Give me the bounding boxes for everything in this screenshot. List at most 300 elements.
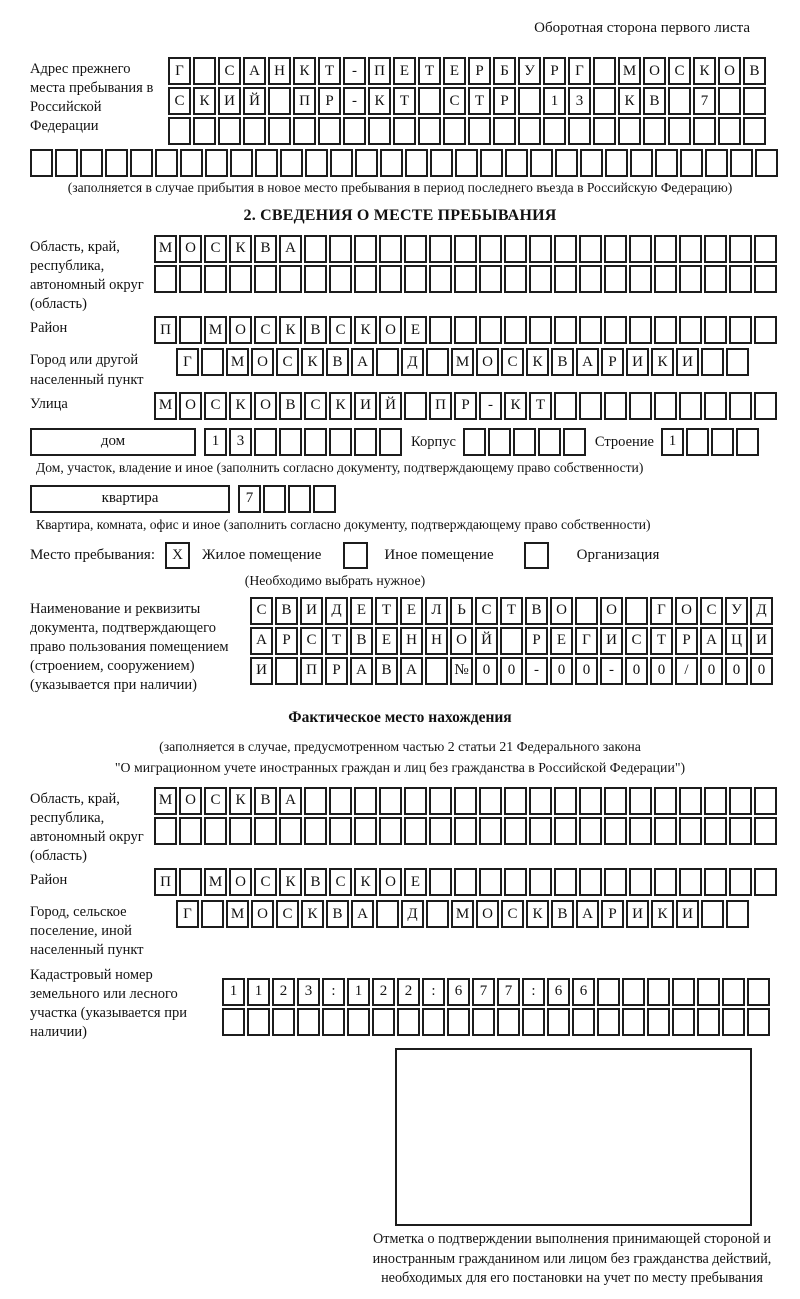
char-cell-row <box>204 428 404 456</box>
char-cell <box>404 392 427 420</box>
choose-option-caption: (Необходимо выбрать нужное) <box>244 572 426 588</box>
char-cell: О <box>600 597 623 625</box>
char-cell <box>254 428 277 456</box>
char-cell <box>655 149 678 177</box>
char-cell <box>704 787 727 815</box>
char-cell <box>722 978 745 1006</box>
char-cell-row <box>154 787 779 815</box>
char-cell <box>422 1008 445 1036</box>
char-cell: О <box>643 57 666 85</box>
char-cell <box>554 817 577 845</box>
char-cell <box>454 235 477 263</box>
char-cell <box>322 1008 345 1036</box>
char-cell <box>679 392 702 420</box>
char-cell: Л <box>425 597 448 625</box>
char-cell <box>243 117 266 145</box>
char-cell <box>704 265 727 293</box>
char-cell <box>704 817 727 845</box>
char-cell <box>313 485 336 513</box>
char-cell <box>500 627 523 655</box>
char-cell: Г <box>168 57 191 85</box>
char-cell <box>155 149 178 177</box>
char-cell <box>479 235 502 263</box>
char-cell <box>55 149 78 177</box>
char-cell: К <box>368 87 391 115</box>
char-cell <box>329 265 352 293</box>
char-cell: Й <box>379 392 402 420</box>
char-cell <box>647 1008 670 1036</box>
char-cell: 7 <box>497 978 520 1006</box>
char-cell <box>538 428 561 456</box>
char-cell <box>380 149 403 177</box>
char-cell: С <box>329 868 352 896</box>
char-cell: - <box>479 392 502 420</box>
char-cell-row <box>222 1008 772 1036</box>
char-cell: 7 <box>693 87 716 115</box>
char-cell: С <box>218 57 241 85</box>
char-cell: С <box>254 868 277 896</box>
char-cell <box>647 978 670 1006</box>
char-cell <box>629 868 652 896</box>
char-cell <box>30 149 53 177</box>
char-cell <box>204 817 227 845</box>
char-cell <box>468 117 491 145</box>
char-cell <box>555 149 578 177</box>
char-cell: К <box>693 57 716 85</box>
char-cell: С <box>250 597 273 625</box>
district-row <box>30 316 770 346</box>
char-cell <box>568 117 591 145</box>
ownership-document-block <box>30 597 770 696</box>
char-cell <box>529 787 552 815</box>
char-cell-row <box>168 117 768 145</box>
char-cell <box>479 787 502 815</box>
stay-type-row <box>30 542 770 569</box>
char-cell-row <box>250 597 775 625</box>
char-cell: Ц <box>725 627 748 655</box>
char-cell: П <box>300 657 323 685</box>
char-cell <box>179 868 202 896</box>
char-cell: К <box>651 348 674 376</box>
char-cell <box>405 149 428 177</box>
char-cell: 6 <box>447 978 470 1006</box>
char-cell <box>379 265 402 293</box>
char-cell <box>354 265 377 293</box>
char-cell: 0 <box>500 657 523 685</box>
apartment-type-box: квартира <box>30 485 230 513</box>
char-cell: О <box>229 316 252 344</box>
char-cell <box>404 265 427 293</box>
char-cell <box>579 392 602 420</box>
char-cell <box>513 428 536 456</box>
char-cell <box>729 316 752 344</box>
char-cell <box>504 316 527 344</box>
char-cell <box>654 316 677 344</box>
char-cell: : <box>422 978 445 1006</box>
char-cell <box>154 817 177 845</box>
char-cell <box>193 117 216 145</box>
char-cell: Е <box>443 57 466 85</box>
char-cell: М <box>204 316 227 344</box>
char-cell: Р <box>454 392 477 420</box>
char-cell <box>518 87 541 115</box>
char-cell: С <box>329 316 352 344</box>
char-cell <box>654 392 677 420</box>
char-cell: Р <box>318 87 341 115</box>
char-cell <box>754 868 777 896</box>
char-cell: М <box>154 787 177 815</box>
char-cell <box>630 149 653 177</box>
char-cell: О <box>476 348 499 376</box>
char-cell <box>747 1008 770 1036</box>
char-cell: А <box>400 657 423 685</box>
char-cell <box>504 817 527 845</box>
char-cell <box>280 149 303 177</box>
char-cell: В <box>304 316 327 344</box>
char-cell: С <box>443 87 466 115</box>
char-cell <box>730 149 753 177</box>
char-cell <box>743 117 766 145</box>
char-cell: : <box>322 978 345 1006</box>
char-cell: М <box>154 235 177 263</box>
char-cell: О <box>379 316 402 344</box>
char-cell: С <box>168 87 191 115</box>
char-cell: - <box>343 57 366 85</box>
char-cell-row <box>238 485 338 513</box>
char-cell: С <box>501 348 524 376</box>
char-cell: 6 <box>547 978 570 1006</box>
char-cell-row <box>154 817 779 845</box>
char-cell <box>579 235 602 263</box>
apartment-row <box>30 485 770 515</box>
confirmation-mark-caption: Отметка о подтверждении выполнения принимающей стороной и иностранным гражданином или лицом без гражданства действий, необходимых для его постановки на учет по месту пребывания <box>372 1231 772 1287</box>
char-cell <box>504 868 527 896</box>
char-cell-row <box>176 900 751 928</box>
char-cell <box>754 235 777 263</box>
char-cell: Е <box>375 627 398 655</box>
char-cell <box>305 149 328 177</box>
confirmation-mark-box <box>395 1048 752 1226</box>
char-cell <box>629 316 652 344</box>
char-cell: К <box>651 900 674 928</box>
char-cell: Е <box>400 597 423 625</box>
char-cell <box>404 787 427 815</box>
char-cell: Е <box>550 627 573 655</box>
char-cell <box>554 235 577 263</box>
char-cell: И <box>300 597 323 625</box>
char-cell: Т <box>393 87 416 115</box>
char-cell <box>704 868 727 896</box>
cadastral-row <box>30 963 770 1043</box>
char-cell: С <box>304 392 327 420</box>
char-cell <box>329 235 352 263</box>
char-cell <box>254 265 277 293</box>
char-cell <box>268 87 291 115</box>
char-cell-row <box>463 428 588 456</box>
char-cell <box>722 1008 745 1036</box>
char-cell <box>729 787 752 815</box>
char-cell: Д <box>401 348 424 376</box>
char-cell: 7 <box>238 485 261 513</box>
fact-region-label: Область, край, республика, автономный округ (область) <box>30 790 144 865</box>
char-cell: А <box>350 657 373 685</box>
char-cell: С <box>475 597 498 625</box>
fact-region-row <box>30 787 770 867</box>
char-cell: О <box>179 235 202 263</box>
char-cell: Т <box>418 57 441 85</box>
char-cell-row <box>661 428 761 456</box>
char-cell: С <box>276 900 299 928</box>
char-cell <box>504 265 527 293</box>
char-cell <box>279 428 302 456</box>
residential-checkbox: X <box>165 542 190 569</box>
char-cell <box>480 149 503 177</box>
char-cell: А <box>351 348 374 376</box>
char-cell: О <box>251 900 274 928</box>
char-cell <box>247 1008 270 1036</box>
char-cell <box>447 1008 470 1036</box>
char-cell: К <box>526 348 549 376</box>
char-cell <box>629 817 652 845</box>
char-cell: К <box>301 348 324 376</box>
char-cell <box>179 265 202 293</box>
char-cell <box>604 392 627 420</box>
cadastral-cells <box>222 963 772 1038</box>
char-cell <box>672 978 695 1006</box>
char-cell <box>629 235 652 263</box>
char-cell <box>579 316 602 344</box>
char-cell <box>754 316 777 344</box>
char-cell <box>454 817 477 845</box>
char-cell <box>372 1008 395 1036</box>
char-cell <box>604 787 627 815</box>
char-cell: Н <box>400 627 423 655</box>
char-cell <box>263 485 286 513</box>
char-cell <box>304 235 327 263</box>
char-cell: К <box>229 787 252 815</box>
char-cell <box>729 868 752 896</box>
char-cell <box>488 428 511 456</box>
char-cell <box>729 235 752 263</box>
char-cell <box>368 117 391 145</box>
char-cell: К <box>279 316 302 344</box>
char-cell <box>404 235 427 263</box>
char-cell <box>454 316 477 344</box>
house-caption: Дом, участок, владение и иное (заполнить согласно документу, подтверждающему право собственности) <box>36 459 644 475</box>
char-cell: Й <box>243 87 266 115</box>
char-cell <box>547 1008 570 1036</box>
char-cell <box>643 117 666 145</box>
char-cell <box>693 117 716 145</box>
char-cell <box>426 900 449 928</box>
char-cell <box>376 900 399 928</box>
fact-city-row <box>30 900 770 960</box>
char-cell: 3 <box>229 428 252 456</box>
char-cell: М <box>204 868 227 896</box>
char-cell: Б <box>493 57 516 85</box>
char-cell <box>429 868 452 896</box>
char-cell: 2 <box>372 978 395 1006</box>
char-cell: П <box>293 87 316 115</box>
other-premises-label: Иное помещение <box>384 546 494 563</box>
prev-address-cells <box>168 57 768 147</box>
char-cell <box>701 348 724 376</box>
char-cell <box>479 265 502 293</box>
char-cell <box>393 117 416 145</box>
char-cell: О <box>450 627 473 655</box>
char-cell <box>397 1008 420 1036</box>
char-cell <box>629 787 652 815</box>
char-cell: И <box>676 348 699 376</box>
char-cell: К <box>293 57 316 85</box>
char-cell <box>80 149 103 177</box>
char-cell <box>354 235 377 263</box>
actual-location-title: Фактическое место нахождения <box>288 709 512 727</box>
char-cell <box>579 265 602 293</box>
char-cell <box>230 149 253 177</box>
char-cell <box>354 787 377 815</box>
char-cell <box>554 868 577 896</box>
char-cell <box>579 868 602 896</box>
char-cell: Р <box>601 348 624 376</box>
actual-location-caption-line2: "О миграционном учете иностранных граждан и лиц без гражданства в Российской Федерации") <box>114 760 686 776</box>
char-cell <box>697 1008 720 1036</box>
char-cell: 1 <box>543 87 566 115</box>
char-cell: О <box>254 392 277 420</box>
char-cell: И <box>626 348 649 376</box>
char-cell: В <box>743 57 766 85</box>
stroenie-label: Строение <box>594 433 654 450</box>
char-cell <box>304 787 327 815</box>
char-cell <box>726 348 749 376</box>
char-cell: П <box>154 316 177 344</box>
char-cell <box>529 235 552 263</box>
char-cell <box>293 117 316 145</box>
char-cell: 0 <box>475 657 498 685</box>
char-cell <box>729 817 752 845</box>
residential-label: Жилое помещение <box>202 546 322 563</box>
char-cell <box>743 87 766 115</box>
char-cell: А <box>351 900 374 928</box>
char-cell: - <box>343 87 366 115</box>
char-cell <box>179 817 202 845</box>
char-cell <box>418 87 441 115</box>
char-cell <box>429 817 452 845</box>
char-cell <box>754 787 777 815</box>
char-cell: Е <box>404 316 427 344</box>
char-cell <box>572 1008 595 1036</box>
char-cell <box>279 817 302 845</box>
char-cell <box>679 316 702 344</box>
char-cell: И <box>354 392 377 420</box>
char-cell <box>705 149 728 177</box>
char-cell-row <box>154 316 779 344</box>
char-cell <box>218 117 241 145</box>
char-cell: 1 <box>661 428 684 456</box>
char-cell <box>254 817 277 845</box>
house-row <box>30 428 770 458</box>
fact-city-label: Город, сельское поселение, иной населенный пункт <box>30 904 144 959</box>
char-cell <box>679 235 702 263</box>
char-cell: С <box>204 235 227 263</box>
char-cell <box>604 265 627 293</box>
char-cell: И <box>626 900 649 928</box>
char-cell <box>222 1008 245 1036</box>
char-cell: Г <box>650 597 673 625</box>
char-cell <box>668 87 691 115</box>
char-cell <box>429 787 452 815</box>
char-cell <box>379 787 402 815</box>
char-cell: Р <box>601 900 624 928</box>
char-cell: О <box>229 868 252 896</box>
char-cell: В <box>551 348 574 376</box>
char-cell: А <box>243 57 266 85</box>
city-row <box>30 348 770 389</box>
char-cell: Е <box>404 868 427 896</box>
prev-address-label: Адрес прежнего места пребывания в Российской Федерации <box>30 61 154 135</box>
char-cell: В <box>279 392 302 420</box>
char-cell: С <box>276 348 299 376</box>
char-cell: О <box>718 57 741 85</box>
char-cell <box>454 787 477 815</box>
char-cell <box>454 265 477 293</box>
char-cell <box>554 787 577 815</box>
char-cell <box>711 428 734 456</box>
char-cell <box>268 117 291 145</box>
char-cell: О <box>476 900 499 928</box>
char-cell: И <box>676 900 699 928</box>
char-cell <box>597 978 620 1006</box>
char-cell <box>754 817 777 845</box>
char-cell <box>701 900 724 928</box>
char-cell <box>318 117 341 145</box>
char-cell <box>229 265 252 293</box>
char-cell: М <box>618 57 641 85</box>
char-cell <box>343 117 366 145</box>
char-cell: И <box>750 627 773 655</box>
char-cell: Т <box>500 597 523 625</box>
char-cell <box>425 657 448 685</box>
char-cell <box>518 117 541 145</box>
char-cell <box>554 392 577 420</box>
char-cell <box>229 817 252 845</box>
char-cell: Т <box>529 392 552 420</box>
char-cell: Г <box>568 57 591 85</box>
char-cell: К <box>279 868 302 896</box>
stay-type-label: Место пребывания: <box>30 546 155 563</box>
char-cell <box>718 117 741 145</box>
char-cell: С <box>300 627 323 655</box>
district-label: Район <box>30 320 68 337</box>
char-cell <box>504 235 527 263</box>
actual-location-caption <box>30 737 770 778</box>
char-cell: 0 <box>650 657 673 685</box>
char-cell <box>604 817 627 845</box>
char-cell <box>430 149 453 177</box>
char-cell <box>679 787 702 815</box>
char-cell <box>604 316 627 344</box>
char-cell <box>329 787 352 815</box>
char-cell: С <box>204 392 227 420</box>
char-cell <box>622 978 645 1006</box>
char-cell: М <box>226 348 249 376</box>
char-cell <box>679 817 702 845</box>
char-cell: : <box>522 978 545 1006</box>
char-cell-row <box>168 57 768 85</box>
char-cell-row <box>250 657 775 685</box>
char-cell <box>275 657 298 685</box>
char-cell <box>355 149 378 177</box>
